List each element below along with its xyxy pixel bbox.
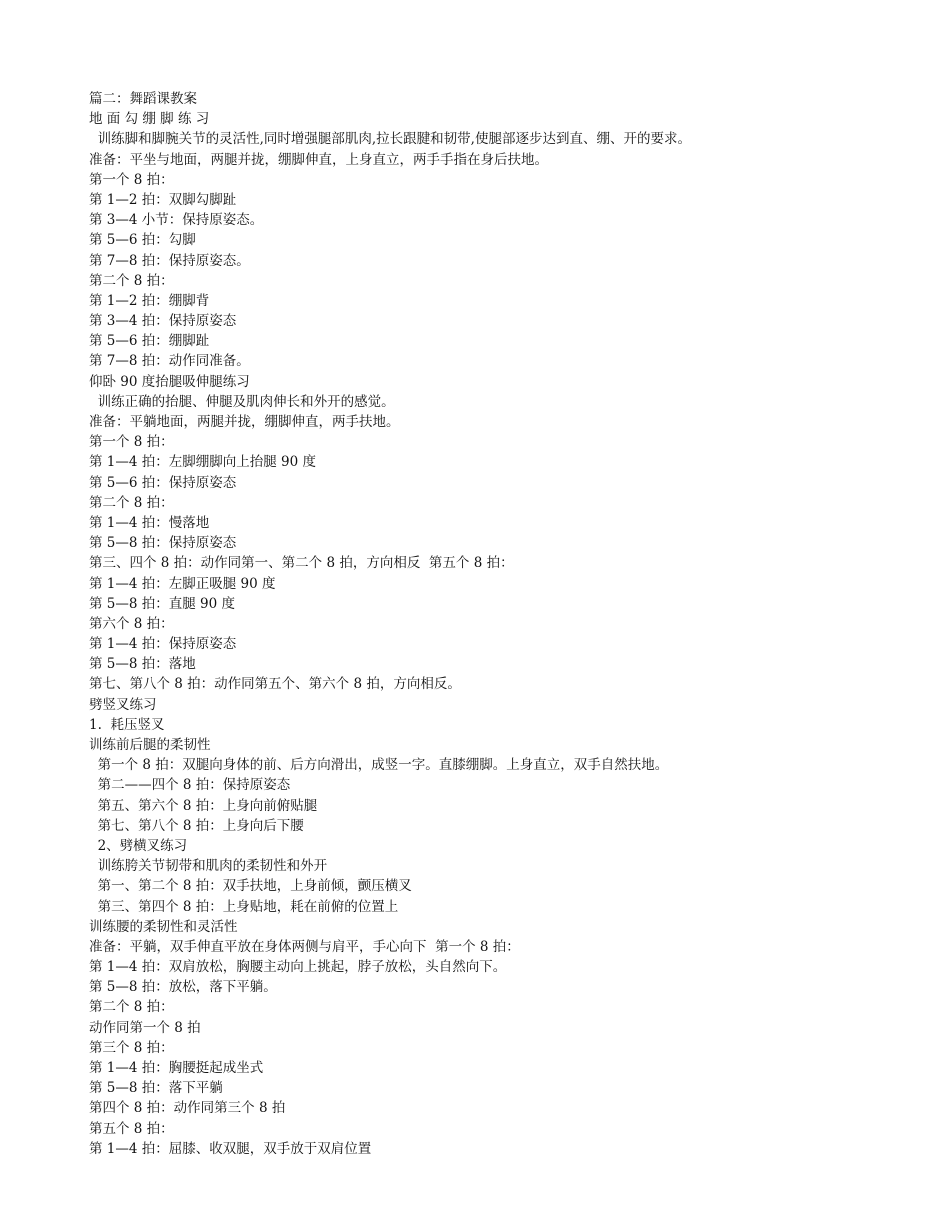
text-line: 第四个 8 拍：动作同第三个 8 拍 — [89, 1100, 286, 1117]
text-line: 第 3—4 小节：保持原姿态。 — [89, 212, 264, 229]
text-line: 第三个 8 拍： — [89, 1039, 174, 1056]
text-line: 第 1—4 拍：双肩放松，胸腰主动向上挑起，脖子放松，头自然向下。 — [89, 959, 507, 976]
text-line: 地 面 勾 绷 脚 练 习 — [89, 111, 210, 128]
text-line: 第 1—4 拍：胸腰挺起成坐式 — [89, 1060, 264, 1076]
text-line: 第 5—6 拍：绷脚趾 — [89, 333, 210, 350]
text-line: 第 3—4 拍：保持原姿态 — [89, 313, 237, 330]
text-line: 第 5—8 拍：落下平躺 — [89, 1080, 223, 1097]
text-line: 第一、第二个 8 拍：双手扶地，上身前倾，颤压横叉 — [89, 878, 412, 895]
text-line: 第三、第四个 8 拍：上身贴地，耗在前俯的位置上 — [89, 898, 399, 915]
text-line: 第 7—8 拍：动作同准备。 — [89, 353, 250, 370]
text-line: 动作同第一个 8 拍 — [89, 1019, 201, 1036]
text-line: 第二个 8 拍： — [89, 494, 174, 511]
document-page — [89, 89, 889, 1159]
text-line: 篇二：舞蹈课教案 — [89, 91, 197, 107]
text-line: 第二——四个 8 拍：保持原姿态 — [89, 777, 291, 794]
text-line: 第二个 8 拍： — [89, 272, 174, 289]
text-line: 1. 耗压竖叉 — [89, 716, 165, 733]
text-line: 第 5—8 拍：保持原姿态 — [89, 535, 237, 552]
text-line: 第一个 8 拍： — [89, 171, 174, 188]
text-line: 第 5—8 拍：直腿 90 度 — [89, 595, 236, 612]
text-line: 第 1—4 拍：左脚绷脚向上抬腿 90 度 — [89, 454, 317, 471]
text-line: 劈竖叉练习 — [89, 696, 157, 713]
text-line: 准备：平躺地面，两腿并拢，绷脚伸直，两手扶地。 — [89, 414, 400, 430]
text-line: 准备：平坐与地面，两腿并拢，绷脚伸直，上身直立，两手手指在身后扶地。 — [89, 151, 548, 168]
text-line: 第五个 8 拍： — [89, 1120, 174, 1137]
text-line: 准备：平躺，双手伸直平放在身体两侧与肩平，手心向下 第一个 8 拍： — [89, 938, 520, 955]
text-line: 第七、第八个 8 拍：上身向后下腰 — [89, 817, 304, 834]
text-line: 仰卧 90 度抬腿吸伸腿练习 — [89, 373, 250, 390]
text-line: 训练腰的柔韧性和灵活性 — [89, 918, 238, 935]
text-line: 第 5—8 拍：放松，落下平躺。 — [89, 979, 277, 996]
text-line: 第一个 8 拍：双腿向身体的前、后方向滑出，成竖一字。直膝绷脚。上身直立，双手自然扶地。 — [89, 757, 669, 774]
text-line: 第一个 8 拍： — [89, 434, 174, 451]
text-line: 第 1—4 拍：慢落地 — [89, 514, 210, 531]
text-line: 第 5—8 拍：落地 — [89, 656, 196, 673]
text-line: 第 1—4 拍：屈膝、收双腿，双手放于双肩位置 — [89, 1140, 372, 1157]
text-line: 第三、四个 8 拍：动作同第一、第二个 8 拍，方向相反 第五个 8 拍： — [89, 555, 514, 572]
text-line: 第五、第六个 8 拍：上身向前俯贴腿 — [89, 797, 318, 814]
text-line: 第二个 8 拍： — [89, 999, 174, 1016]
text-line: 训练前后腿的柔韧性 — [89, 737, 211, 753]
text-line: 第 5—6 拍：保持原姿态 — [89, 474, 237, 491]
text-line: 第 1—2 拍：绷脚背 — [89, 292, 210, 309]
text-line: 第 1—4 拍：左脚正吸腿 90 度 — [89, 575, 276, 592]
text-line: 第六个 8 拍： — [89, 615, 174, 632]
text-line: 第 5—6 拍：勾脚 — [89, 232, 196, 249]
text-line: 训练脚和脚腕关节的灵活性,同时增强腿部肌肉,拉长跟腱和韧带,使腿部逐步达到直、绷、开的要求。 — [89, 131, 691, 148]
text-line: 第 1—2 拍：双脚勾脚趾 — [89, 191, 237, 208]
text-line: 训练胯关节韧带和肌肉的柔韧性和外开 — [89, 858, 328, 875]
text-line: 第 1—4 拍：保持原姿态 — [89, 636, 237, 653]
text-line: 2、劈横叉练习 — [89, 837, 188, 854]
text-line: 第七、第八个 8 拍：动作同第五个、第六个 8 拍，方向相反。 — [89, 676, 461, 693]
text-line: 第 7—8 拍：保持原姿态。 — [89, 252, 250, 269]
text-line: 训练正确的抬腿、伸腿及肌肉伸长和外开的感觉。 — [89, 393, 395, 410]
